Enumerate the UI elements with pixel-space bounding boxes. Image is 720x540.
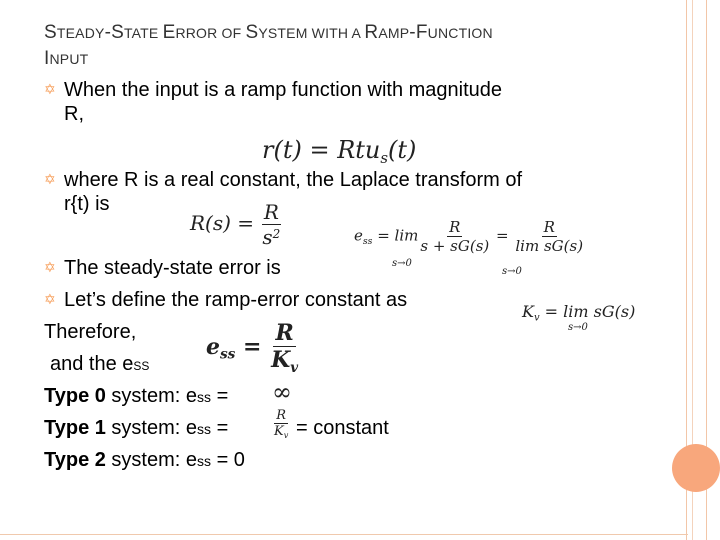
ramp-input-equation: r(t) = Rtu$_s$(t) <box>262 136 417 168</box>
laplace-equation: R(s) = $\frac{R}{s^2}$ <box>190 200 281 249</box>
bullet-icon: ✡ <box>44 171 56 187</box>
slide-title: STEADY-STATE ERROR OF SYSTEM WITH A RAMP-FUNCTION INPUT <box>44 22 493 69</box>
bullet-text: where R is a real constant, the Laplace transform of <box>64 169 523 191</box>
bullet-text: The steady-state error is <box>64 257 281 279</box>
bullet-text-cont: R, <box>64 103 84 125</box>
type0-line: Type 0 system: ess = <box>44 385 229 407</box>
and-the-ess-text: and the eSS <box>50 353 150 375</box>
type1-line: Type 1 system: ess = <box>44 417 229 439</box>
bullet-icon: ✡ <box>44 259 56 275</box>
ramp-error-constant-equation: $K_v = \lim sG(s)$ <box>522 302 636 324</box>
bullet-text: Let’s define the ramp-error constant as <box>64 289 408 311</box>
type2-line: Type 2 system: ess = 0 <box>44 449 245 471</box>
steady-state-error-equation: $e_{ss} = \lim$ $\frac{R}{s + sG(s)}$ = $\frac{R}{\text{lim sG(s)}}$ <box>354 218 584 255</box>
decor-bottom-rule <box>0 534 688 535</box>
bullet-icon: ✡ <box>44 291 56 307</box>
bullet-icon: ✡ <box>44 81 56 97</box>
type1-fraction: $\frac{R}{K_v}$ <box>274 408 289 440</box>
limit-subscript: s→0 <box>392 258 412 269</box>
limit-subscript: s→0 <box>568 322 588 333</box>
ess-result-equation: $e_{ss}$ = $\frac{R}{K_v}$ <box>206 320 299 376</box>
bullet-text-cont: r{t) is <box>64 193 110 215</box>
decor-circle <box>672 444 720 492</box>
limit-subscript: s→0 <box>502 266 522 277</box>
type1-constant: = constant <box>296 417 389 439</box>
therefore-text: Therefore, <box>44 321 137 343</box>
bullet-text: When the input is a ramp function with magnitude <box>64 79 503 101</box>
infinity-symbol: ∞ <box>272 378 292 406</box>
